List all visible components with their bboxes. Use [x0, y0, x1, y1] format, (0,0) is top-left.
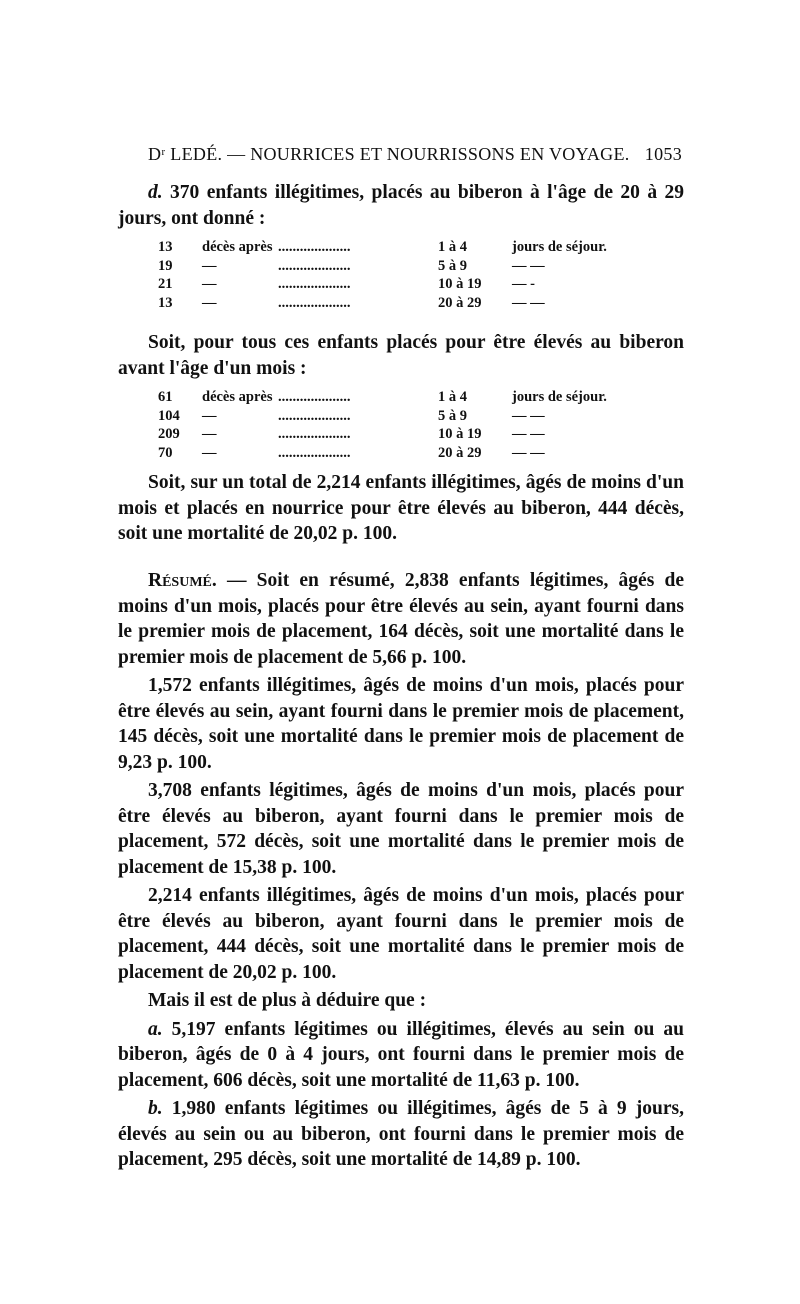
paragraph-soit-2: Soit, sur un total de 2,214 enfants illégitimes, âgés de moins d'un mois et placés en nourrice pour être élevés au biberon, 444 décès, soit une mortalité de 20,02 p. 100. [118, 472, 684, 544]
resume-paragraph-b [118, 1096, 684, 1173]
dot-leader: .................... [278, 239, 351, 255]
death-count: 209 [158, 426, 180, 442]
paragraph-d [118, 180, 684, 231]
paragraph-b-label: b. [148, 1098, 163, 1119]
row-unit: — - [512, 276, 535, 292]
table-row [158, 425, 638, 444]
table-row [158, 388, 638, 407]
resume-paragraph-4: 2,214 enfants illégitimes, âgés de moins d'un mois, placés pour être élevés au biberon, ayant fourni dans le premier mois de placement, 444 décès, soit une mortalité dans le premier mois de placement de 20,02 p. 100. [118, 885, 684, 983]
row-label: — [202, 257, 217, 274]
table-row [158, 407, 638, 426]
stats-table-1 [158, 238, 638, 312]
dot-leader: .................... [278, 444, 351, 461]
row-unit: jours de séjour. [512, 239, 607, 255]
resume-paragraph-1-text: — Soit en résumé, 2,838 enfants légitimes, âgés de moins d'un mois, placés pour être élevés au sein, ayant fourni dans le premier mois de placement, 164 décès, soit une mortalité dans le premier mois de placement de 5,66 p. 100. [118, 570, 685, 668]
paragraph-soit-1: Soit, pour tous ces enfants placés pour être élevés au biberon avant l'âge d'un mois : [118, 332, 684, 379]
paragraph-a-text: 5,197 enfants légitimes ou illégitimes, élevés au sein ou au biberon, âgés de 0 à 4 jours, ont fourni dans le premier mois de placement, 606 décès, soit une mortalité de 11,63 p. 100. [118, 1018, 684, 1091]
day-range: 5 à 9 [438, 257, 467, 274]
death-count: 70 [158, 444, 173, 461]
row-label: — [202, 426, 217, 442]
table-row [158, 444, 638, 463]
paragraph-b-text: 1,980 enfants légitimes ou illégitimes, âgés de 5 à 9 jours, élevés au sein ou au biberon, ont fourni dans le premier mois de placement, 295 décès, soit une mortalité de 14,89 p. 100. [118, 1098, 684, 1170]
row-unit: — — [512, 407, 545, 424]
stats-table-2 [158, 388, 638, 462]
row-label: — [202, 294, 217, 311]
resume-section [118, 568, 684, 1173]
death-count: 61 [158, 389, 173, 405]
row-unit: — — [512, 294, 545, 311]
dot-leader: .................... [278, 294, 351, 311]
death-count: 104 [158, 407, 180, 424]
row-label: — [202, 407, 217, 424]
day-range: 20 à 29 [438, 444, 482, 461]
day-range: 10 à 19 [438, 426, 482, 442]
paragraph-a-label: a. [148, 1018, 163, 1040]
table-row [158, 238, 638, 257]
dot-leader: .................... [278, 426, 351, 442]
death-count: 13 [158, 294, 173, 311]
paragraph-d-label: d. [148, 182, 163, 203]
row-unit: — — [512, 426, 545, 442]
row-unit: — — [512, 257, 545, 274]
day-range: 1 à 4 [438, 239, 467, 255]
resume-label: Résumé. [148, 570, 217, 591]
day-range: 5 à 9 [438, 407, 467, 424]
day-range: 20 à 29 [438, 294, 482, 311]
row-label: — [202, 444, 217, 461]
row-unit: — — [512, 444, 545, 461]
dot-leader: .................... [278, 276, 351, 292]
resume-paragraph-3: 3,708 enfants légitimes, âgés de moins d'un mois, placés pour être élevés au biberon, ayant fourni dans le premier mois de placement, 572 décès, soit une mortalité dans le premier mois de placement de 15,38 p. 100. [118, 780, 684, 878]
resume-paragraph-a [118, 1017, 684, 1094]
table-row [158, 275, 638, 294]
death-count: 19 [158, 257, 173, 274]
row-label: décès après [202, 389, 273, 405]
row-label: décès après [202, 239, 273, 255]
paragraph-d-text: 370 enfants illégitimes, placés au biberon à l'âge de 20 à 29 jours, ont donné : [118, 182, 685, 229]
dot-leader: .................... [278, 407, 351, 424]
resume-paragraph-5: Mais il est de plus à déduire que : [148, 990, 427, 1011]
table-row [158, 294, 638, 313]
death-count: 13 [158, 239, 173, 255]
row-unit: jours de séjour. [512, 389, 607, 405]
dot-leader: .................... [278, 389, 351, 405]
resume-paragraph-1 [118, 568, 684, 670]
dot-leader: .................... [278, 257, 351, 274]
death-count: 21 [158, 276, 173, 292]
running-head-title: Dʳ LEDÉ. — NOURRICES ET NOURRISSONS EN VOYAGE. [148, 144, 630, 164]
day-range: 10 à 19 [438, 276, 482, 292]
day-range: 1 à 4 [438, 389, 467, 405]
page-number: 1053 [644, 144, 682, 164]
resume-paragraph-2: 1,572 enfants illégitimes, âgés de moins d'un mois, placés pour être élevés au sein, ayant fourni dans le premier mois de placement, 145 décès, soit une mortalité dans le premier mois de placement de 9,23 p. 100. [118, 675, 684, 773]
row-label: — [202, 276, 217, 292]
table-row [158, 257, 638, 276]
